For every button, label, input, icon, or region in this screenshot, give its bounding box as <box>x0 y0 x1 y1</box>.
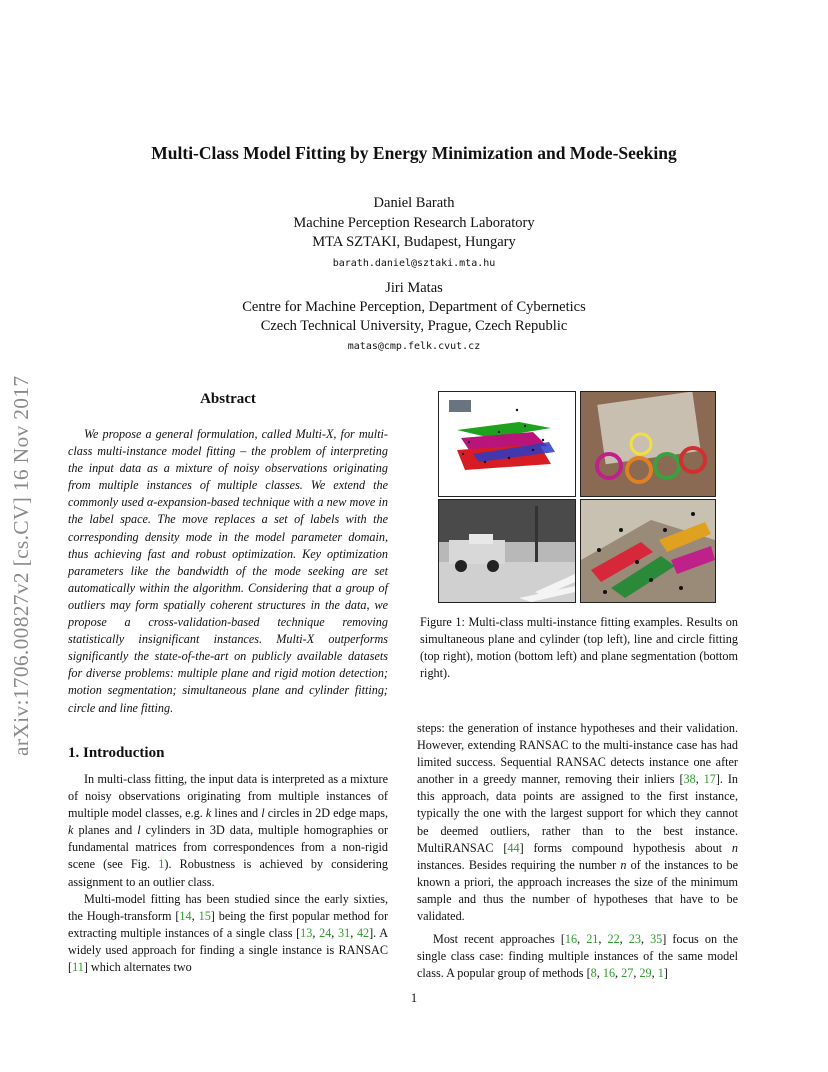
paragraph: Multi-model fitting has been studied since the early sixties, the Hough-transform [14, 15] being the first popular method for extracting multiple instances of a single class [13, 24, 31, 42]. A widely used approach for finding a single instance is RANSAC [11] which alternates two <box>68 891 389 975</box>
motion-image <box>439 500 575 602</box>
citation-link[interactable]: 27 <box>621 966 634 981</box>
plane-segmentation-image <box>581 500 715 602</box>
paragraph: steps: the generation of instance hypotheses and their validation. However, extending RANSAC to the multi-instance case has had limited success. Sequential RANSAC detects instance one after another in a greedy manner, removing their inliers [38, 17]. In this approach, data points are assigned to the first instance, typically the one with the largest support for which they cannot be deemed outliers, rather than to the best instance. MultiRANSAC [44] forms compound hypothesis about n instances. Besides requiring the number n of the instances to be known a priori, the approach increases the size of the minimum sample and thus the number of hypotheses that have to be validated. <box>417 721 738 924</box>
paper-title: Multi-Class Model Fitting by Energy Minimization and Mode-Seeking <box>151 143 677 163</box>
figure-plane-segmentation <box>580 499 716 603</box>
figure-caption: Figure 1: Multi-class multi-instance fitting examples. Results on simultaneous plane and cylinder (top left), line and circle fitting (top right), motion (bottom left) and plane segmentation (bottom right). <box>420 615 738 681</box>
citation-link[interactable]: 24 <box>319 925 332 940</box>
author-name: Jiri Matas <box>385 280 443 296</box>
citation-link[interactable]: 14 <box>179 908 192 923</box>
abstract-text: We propose a general formulation, called Multi-X, for multi-class multi-instance model fitting – the problem of interpreting the input data as a mixture of noisy observations originating from multiple instances of multiple classes. We extend the commonly used α-expansion-based technique with a new move in the label space. The move replaces a set of labels with the corresponding density mode in the model parameter domain, thus achieving fast and robust optimization. Key optimization parameters like the bandwidth of the mode seeking are set automatically within the algorithm. Considering that a group of outliers may form spatially coherent structures in the data, we propose a cross-validation-based technique removing statistically insignificant instances. Multi-X outperforms significantly the state-of-the-art on publicly available datasets for diverse problems: multiple plane and rigid motion detection; motion segmentation; simultaneous plane and cylinder fitting; circle and line fitting. <box>68 427 388 715</box>
figure-plane-cylinder <box>438 391 576 497</box>
section-heading: 1. Introduction <box>68 745 165 761</box>
citation-link[interactable]: 38 <box>683 772 696 787</box>
citation-link[interactable]: 17 <box>703 772 716 787</box>
author-affiliation: MTA SZTAKI, Budapest, Hungary <box>312 234 516 250</box>
citation-link[interactable]: 1 <box>657 966 664 981</box>
citation-link[interactable]: 8 <box>590 966 597 981</box>
intro-column-right <box>417 720 738 982</box>
citation-link[interactable]: 29 <box>639 966 652 981</box>
abstract-heading: Abstract <box>200 391 256 407</box>
author-affiliation: Czech Technical University, Prague, Czech Republic <box>260 318 568 334</box>
intro-column-left <box>68 771 388 976</box>
citation-link[interactable]: 23 <box>628 932 641 947</box>
citation-link[interactable]: 31 <box>338 925 351 940</box>
citation-link[interactable]: 21 <box>586 932 599 947</box>
citation-link[interactable]: 44 <box>507 840 520 855</box>
citation-link[interactable]: 42 <box>356 925 370 940</box>
author-name: Daniel Barath <box>373 195 455 211</box>
citation-link[interactable]: 16 <box>564 932 578 947</box>
figure-line-circle <box>580 391 716 497</box>
citation-link[interactable]: 13 <box>300 925 313 940</box>
arxiv-id: arXiv:1706.00827v2 [cs.CV] 16 Nov 2017 <box>9 375 33 756</box>
citation-link[interactable]: 16 <box>602 966 616 981</box>
author-affiliation: Machine Perception Research Laboratory <box>293 215 535 231</box>
author-affiliation: Centre for Machine Perception, Department of Cybernetics <box>242 299 586 315</box>
figure-link[interactable]: 1 <box>158 857 165 872</box>
figure-motion <box>438 499 576 603</box>
line-circle-image <box>581 392 715 496</box>
page-number: 1 <box>410 991 418 1005</box>
citation-link[interactable]: 11 <box>72 960 84 975</box>
author-email[interactable]: barath.daniel@sztaki.mta.hu <box>332 258 496 269</box>
author-email[interactable]: matas@cmp.felk.cvut.cz <box>347 341 481 352</box>
citation-link[interactable]: 15 <box>198 908 211 923</box>
plane-cylinder-image <box>439 392 575 496</box>
paragraph: Most recent approaches [16, 21, 22, 23, 35] focus on the single class case: finding multiple instances of the same model class. A popular group of methods [8, 16, 27, 29, 1] <box>417 932 738 981</box>
citation-link[interactable]: 35 <box>650 932 663 947</box>
citation-link[interactable]: 22 <box>607 932 620 947</box>
paragraph: In multi-class fitting, the input data is interpreted as a mixture of noisy observations originating from multiple instances of multiple model classes, e.g. k lines and l circles in 2D edge maps, k planes and l cylinders in 3D data, multiple homographies or fundamental matrices from correspondences from a non-rigid scene (see Fig. 1). Robustness is achieved by considering assignment to an outlier class. <box>68 772 389 889</box>
